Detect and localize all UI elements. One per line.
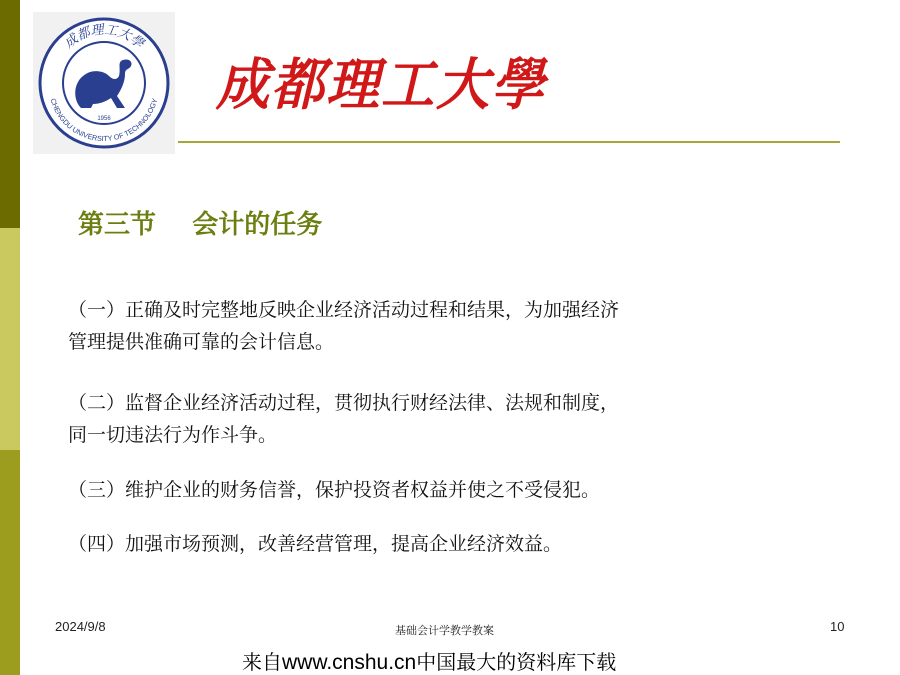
footer-course-title: 基础会计学教学教案: [395, 624, 494, 637]
watermark-suffix: 中国最大的资料库下载: [416, 650, 617, 674]
university-seal-logo: [33, 12, 175, 154]
footer-date: 2024/9/8: [55, 619, 106, 634]
task-item-1: [68, 294, 758, 358]
university-calligraphy-title: [212, 42, 552, 122]
task-item-2: [68, 387, 758, 451]
task-item-3-line-1: （三）维护企业的财务信誉，保护投资者权益并使之不受侵犯。: [68, 479, 601, 501]
sidebar-band-bottom: [0, 450, 20, 675]
task-item-4-line-1: （四）加强市场预测，改善经营管理，提高企业经济效益。: [68, 533, 563, 555]
source-watermark: [242, 646, 616, 675]
calligraphy-text: 成都理工大學: [215, 52, 550, 118]
task-item-3: [68, 474, 758, 506]
task-item-2-line-1: （二）监督企业经济活动过程，贯彻执行财经法律、法规和制度，: [68, 392, 620, 414]
seal-year: 1956: [97, 116, 111, 122]
task-item-2-line-2: 同一切违法行为作斗争。: [68, 424, 278, 446]
sidebar-band-top: [0, 0, 20, 228]
seal-top-text: 成都理工大學: [61, 22, 147, 52]
sidebar-band-middle: [0, 228, 20, 450]
task-item-4: [68, 528, 758, 560]
slide-page-number: 10: [830, 619, 845, 634]
task-item-1-line-1: （一）正确及时完整地反映企业经济活动过程和结果，为加强经济: [68, 299, 620, 321]
header-divider: [178, 141, 840, 143]
watermark-prefix: 来自: [242, 650, 282, 674]
section-title: 第三节 会计的任务: [78, 210, 323, 240]
seal-bottom-text: CHENGDU UNIVERSITY OF TECHNOLOGY: [48, 97, 160, 144]
watermark-url: www.cnshu.cn: [282, 651, 417, 674]
task-item-1-line-2: 管理提供准确可靠的会计信息。: [68, 331, 335, 353]
